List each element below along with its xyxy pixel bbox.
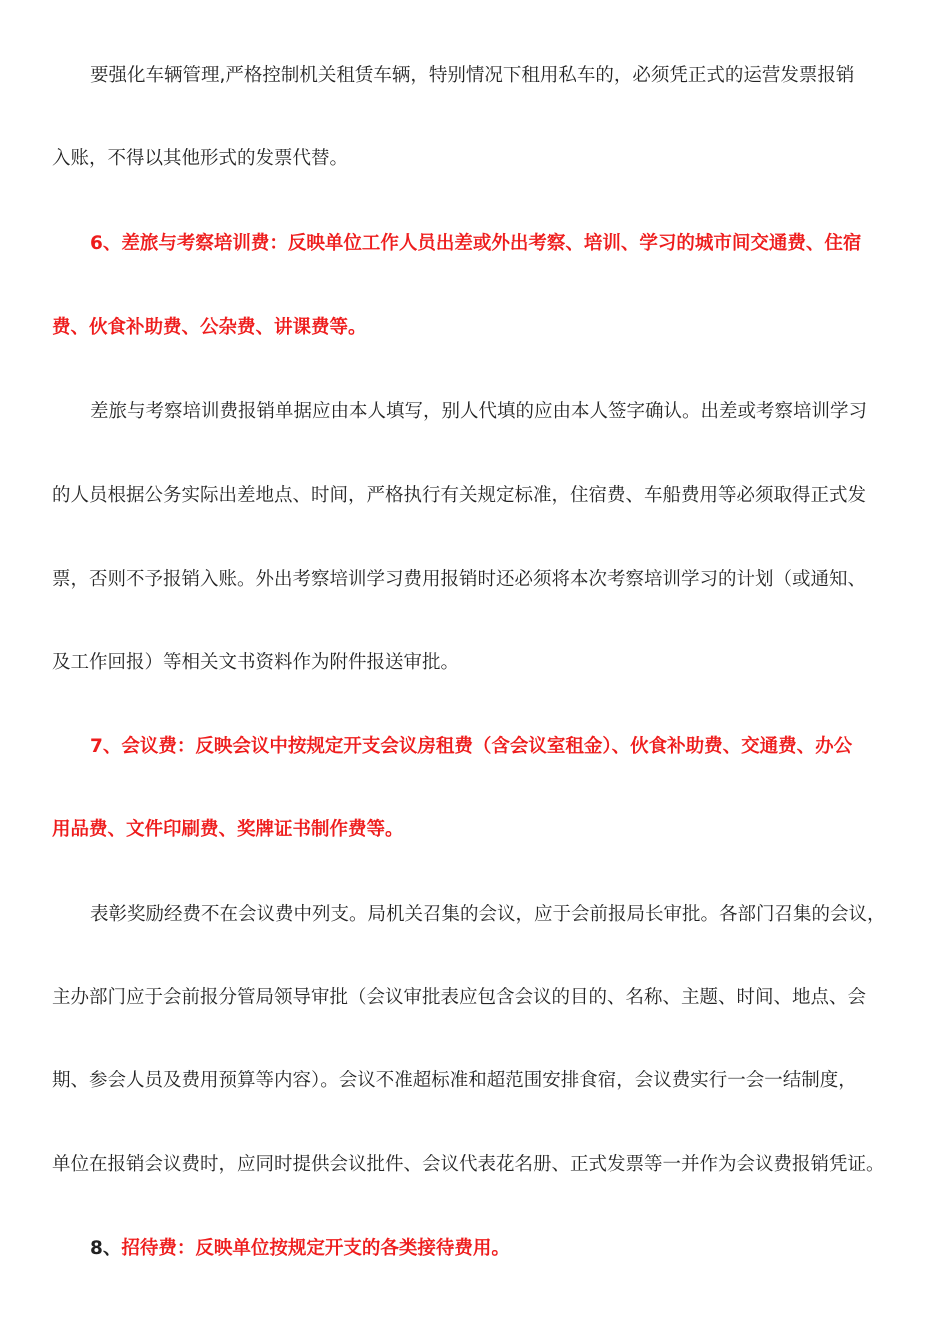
para3-line-4: 单位在报销会议费时，应同时提供会议批件、会议代表花名册、正式发票等一并作为会议费报销凭证。 bbox=[52, 1154, 885, 1175]
heading-8-text: 招待费：反映单位按规定开支的各类接待费用。 bbox=[121, 1238, 510, 1259]
para2-line-3: 票，否则不予报销入账。外出考察培训学习费用报销时还必须将本次考察培训学习的计划（或通知、 bbox=[52, 569, 867, 590]
para1-line-1: 要强化车辆管理,严格控制机关租赁车辆，特别情况下租用私车的，必须凭正式的运营发票报销 bbox=[90, 65, 855, 86]
heading-6-line-2: 费、伙食补助费、公杂费、讲课费等。 bbox=[52, 317, 367, 338]
heading-6-line-1: 6、差旅与考察培训费：反映单位工作人员出差或外出考察、培训、学习的城市间交通费、住宿 bbox=[90, 233, 862, 254]
para3-line-2: 主办部门应于会前报分管局领导审批（会议审批表应包含会议的目的、名称、主题、时间、地点、会 bbox=[52, 987, 867, 1008]
para3-line-1: 表彰奖励经费不在会议费中列支。局机关召集的会议，应于会前报局长审批。各部门召集的会议， bbox=[90, 904, 886, 925]
heading-7-line-2: 用品费、文件印刷费、奖牌证书制作费等。 bbox=[52, 819, 404, 840]
para3-line-3: 期、参会人员及费用预算等内容）。会议不准超标准和超范围安排食宿，会议费实行一会一结制度， bbox=[52, 1070, 857, 1091]
para2-line-4: 及工作回报）等相关文书资料作为附件报送审批。 bbox=[52, 652, 460, 673]
para2-line-1: 差旅与考察培训费报销单据应由本人填写，别人代填的应由本人签字确认。出差或考察培训学习 bbox=[90, 401, 868, 422]
para2-line-2: 的人员根据公务实际出差地点、时间，严格执行有关规定标准，住宿费、车船费用等必须取得正式发 bbox=[52, 485, 867, 506]
heading-8-number: 8、 bbox=[90, 1238, 122, 1259]
para1-line-2: 入账，不得以其他形式的发票代替。 bbox=[52, 148, 349, 169]
heading-8 bbox=[90, 1237, 912, 1261]
heading-7-line-1: 7、会议费：反映会议中按规定开支会议房租费（含会议室租金）、伙食补助费、交通费、办公 bbox=[90, 736, 853, 757]
